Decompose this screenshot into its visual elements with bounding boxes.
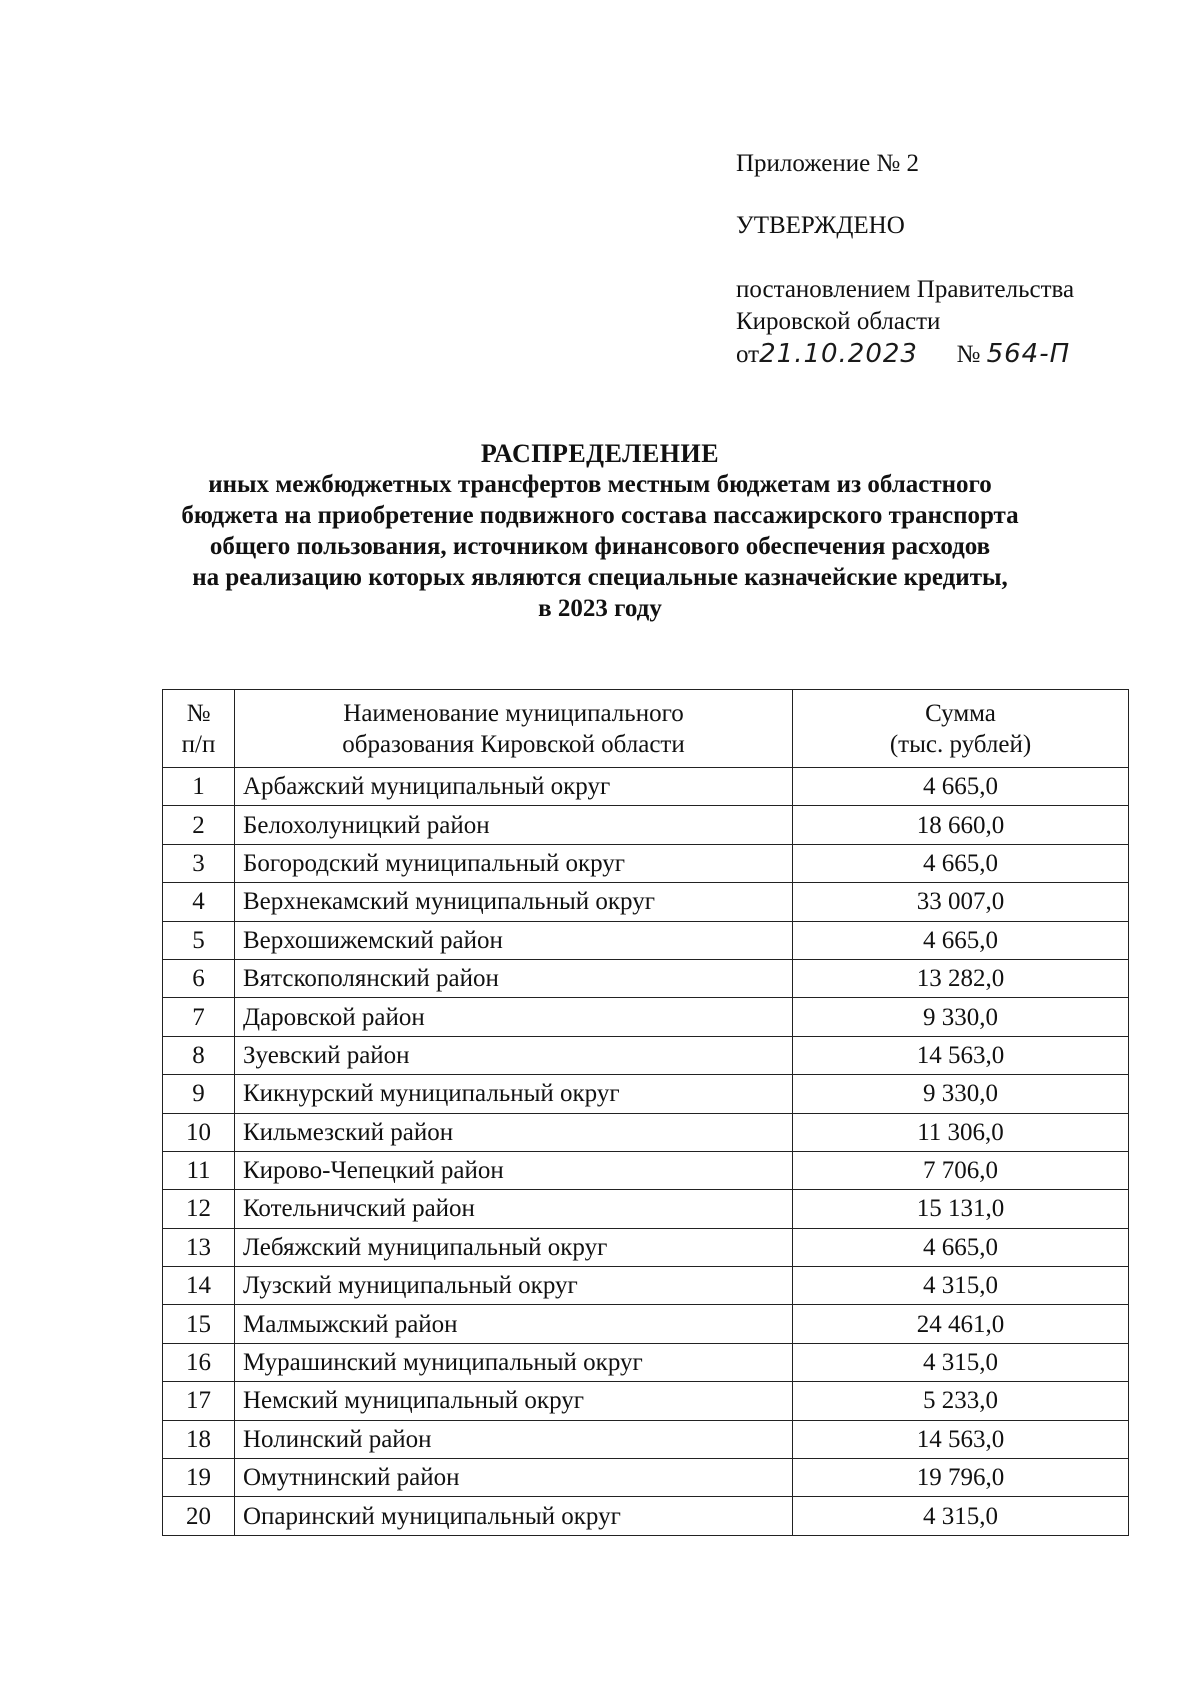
table-header-row (163, 690, 1129, 768)
annex-label: Приложение № 2 (736, 150, 920, 177)
row-municipality-name: Лузский муниципальный округ (235, 1267, 793, 1305)
row-number: 3 (163, 844, 235, 882)
table-row (163, 1459, 1129, 1497)
title-line-3: общего пользования, источником финансового обеспечения расходов (209, 533, 991, 560)
table-body (163, 768, 1129, 1536)
table-row (163, 1420, 1129, 1458)
row-municipality-name: Котельничский район (235, 1190, 793, 1228)
row-sum: 4 665,0 (793, 768, 1129, 806)
table-row (163, 806, 1129, 844)
row-sum: 4 315,0 (793, 1343, 1129, 1381)
table-row (163, 1036, 1129, 1074)
title-line-2: бюджета на приобретение подвижного состава пассажирского транспорта (181, 502, 1019, 529)
row-sum: 24 461,0 (793, 1305, 1129, 1343)
row-sum: 14 563,0 (793, 1420, 1129, 1458)
row-sum: 11 306,0 (793, 1113, 1129, 1151)
title-line-5: в 2023 году (538, 595, 662, 622)
title-line-4: на реализацию которых являются специальные казначейские кредиты, (192, 564, 1008, 591)
row-sum: 4 665,0 (793, 844, 1129, 882)
row-number: 11 (163, 1151, 235, 1189)
header-sum-line-2: (тыс. рублей) (889, 730, 1032, 758)
decree-line-1: постановлением Правительства (736, 276, 1075, 303)
row-number: 15 (163, 1305, 235, 1343)
table-row (163, 1267, 1129, 1305)
row-municipality-name: Белохолуницкий район (235, 806, 793, 844)
row-sum: 14 563,0 (793, 1036, 1129, 1074)
row-number: 18 (163, 1420, 235, 1458)
row-number: 17 (163, 1382, 235, 1420)
row-municipality-name: Богородский муниципальный округ (235, 844, 793, 882)
table-row (163, 1382, 1129, 1420)
row-number: 8 (163, 1036, 235, 1074)
table-row (163, 768, 1129, 806)
distribution-table (162, 689, 1129, 1536)
row-sum: 5 233,0 (793, 1382, 1129, 1420)
row-sum: 33 007,0 (793, 883, 1129, 921)
row-sum: 4 315,0 (793, 1497, 1129, 1535)
header-name-line-2: образования Кировской области (342, 730, 685, 758)
row-number: 19 (163, 1459, 235, 1497)
row-number: 7 (163, 998, 235, 1036)
row-municipality-name: Нолинский район (235, 1420, 793, 1458)
row-number: 20 (163, 1497, 235, 1535)
row-number: 16 (163, 1343, 235, 1381)
row-municipality-name: Немский муниципальный округ (235, 1382, 793, 1420)
handwritten-number: 564-П (986, 339, 1071, 369)
approved-stamp-label: УТВЕРЖДЕНО (736, 212, 905, 239)
row-sum: 9 330,0 (793, 1075, 1129, 1113)
row-number: 6 (163, 959, 235, 997)
row-sum: 4 315,0 (793, 1267, 1129, 1305)
row-sum: 15 131,0 (793, 1190, 1129, 1228)
date-prefix: от (736, 341, 760, 368)
row-municipality-name: Малмыжский район (235, 1305, 793, 1343)
decree-line-2: Кировской области (736, 308, 941, 335)
table-row (163, 883, 1129, 921)
table-row (163, 959, 1129, 997)
row-number: 12 (163, 1190, 235, 1228)
header-sum-line-1: Сумма (925, 699, 996, 727)
table-row (163, 1228, 1129, 1266)
row-municipality-name: Верхнекамский муниципальный округ (235, 883, 793, 921)
row-municipality-name: Лебяжский муниципальный округ (235, 1228, 793, 1266)
table-row (163, 844, 1129, 882)
row-number: 13 (163, 1228, 235, 1266)
table-row (163, 1113, 1129, 1151)
row-municipality-name: Кильмезский район (235, 1113, 793, 1151)
row-municipality-name: Опаринский муниципальный округ (235, 1497, 793, 1535)
row-sum: 19 796,0 (793, 1459, 1129, 1497)
table-row (163, 998, 1129, 1036)
row-municipality-name: Кирово-Чепецкий район (235, 1151, 793, 1189)
row-municipality-name: Арбажский муниципальный округ (235, 768, 793, 806)
header-number-line-1: № (186, 699, 211, 727)
table-row (163, 1497, 1129, 1535)
row-sum: 4 665,0 (793, 1228, 1129, 1266)
title-line-1: иных межбюджетных трансфертов местным бюджетам из областного (208, 471, 992, 498)
handwritten-date: 21.10.2023 (759, 339, 918, 369)
row-sum: 4 665,0 (793, 921, 1129, 959)
header-name-line-1: Наименование муниципального (343, 699, 684, 727)
document-title (150, 438, 1050, 624)
header-name (235, 690, 793, 768)
row-municipality-name: Омутнинский район (235, 1459, 793, 1497)
header-number (163, 690, 235, 768)
header-sum (793, 690, 1129, 768)
row-number: 9 (163, 1075, 235, 1113)
table-row (163, 1343, 1129, 1381)
row-number: 14 (163, 1267, 235, 1305)
row-number: 5 (163, 921, 235, 959)
row-municipality-name: Мурашинский муниципальный округ (235, 1343, 793, 1381)
table-row (163, 921, 1129, 959)
row-number: 1 (163, 768, 235, 806)
table-row (163, 1305, 1129, 1343)
row-sum: 18 660,0 (793, 806, 1129, 844)
row-sum: 13 282,0 (793, 959, 1129, 997)
decree-date-line (736, 338, 1070, 371)
table-row (163, 1190, 1129, 1228)
row-municipality-name: Кикнурский муниципальный округ (235, 1075, 793, 1113)
row-number: 2 (163, 806, 235, 844)
number-prefix: № (956, 341, 981, 368)
row-municipality-name: Вятскополянский район (235, 959, 793, 997)
row-municipality-name: Даровской район (235, 998, 793, 1036)
row-municipality-name: Зуевский район (235, 1036, 793, 1074)
table-row (163, 1075, 1129, 1113)
table-row (163, 1151, 1129, 1189)
row-sum: 9 330,0 (793, 998, 1129, 1036)
header-number-line-2: п/п (181, 730, 216, 758)
title-main: РАСПРЕДЕЛЕНИЕ (480, 439, 720, 468)
row-municipality-name: Верхошижемский район (235, 921, 793, 959)
row-sum: 7 706,0 (793, 1151, 1129, 1189)
row-number: 10 (163, 1113, 235, 1151)
row-number: 4 (163, 883, 235, 921)
